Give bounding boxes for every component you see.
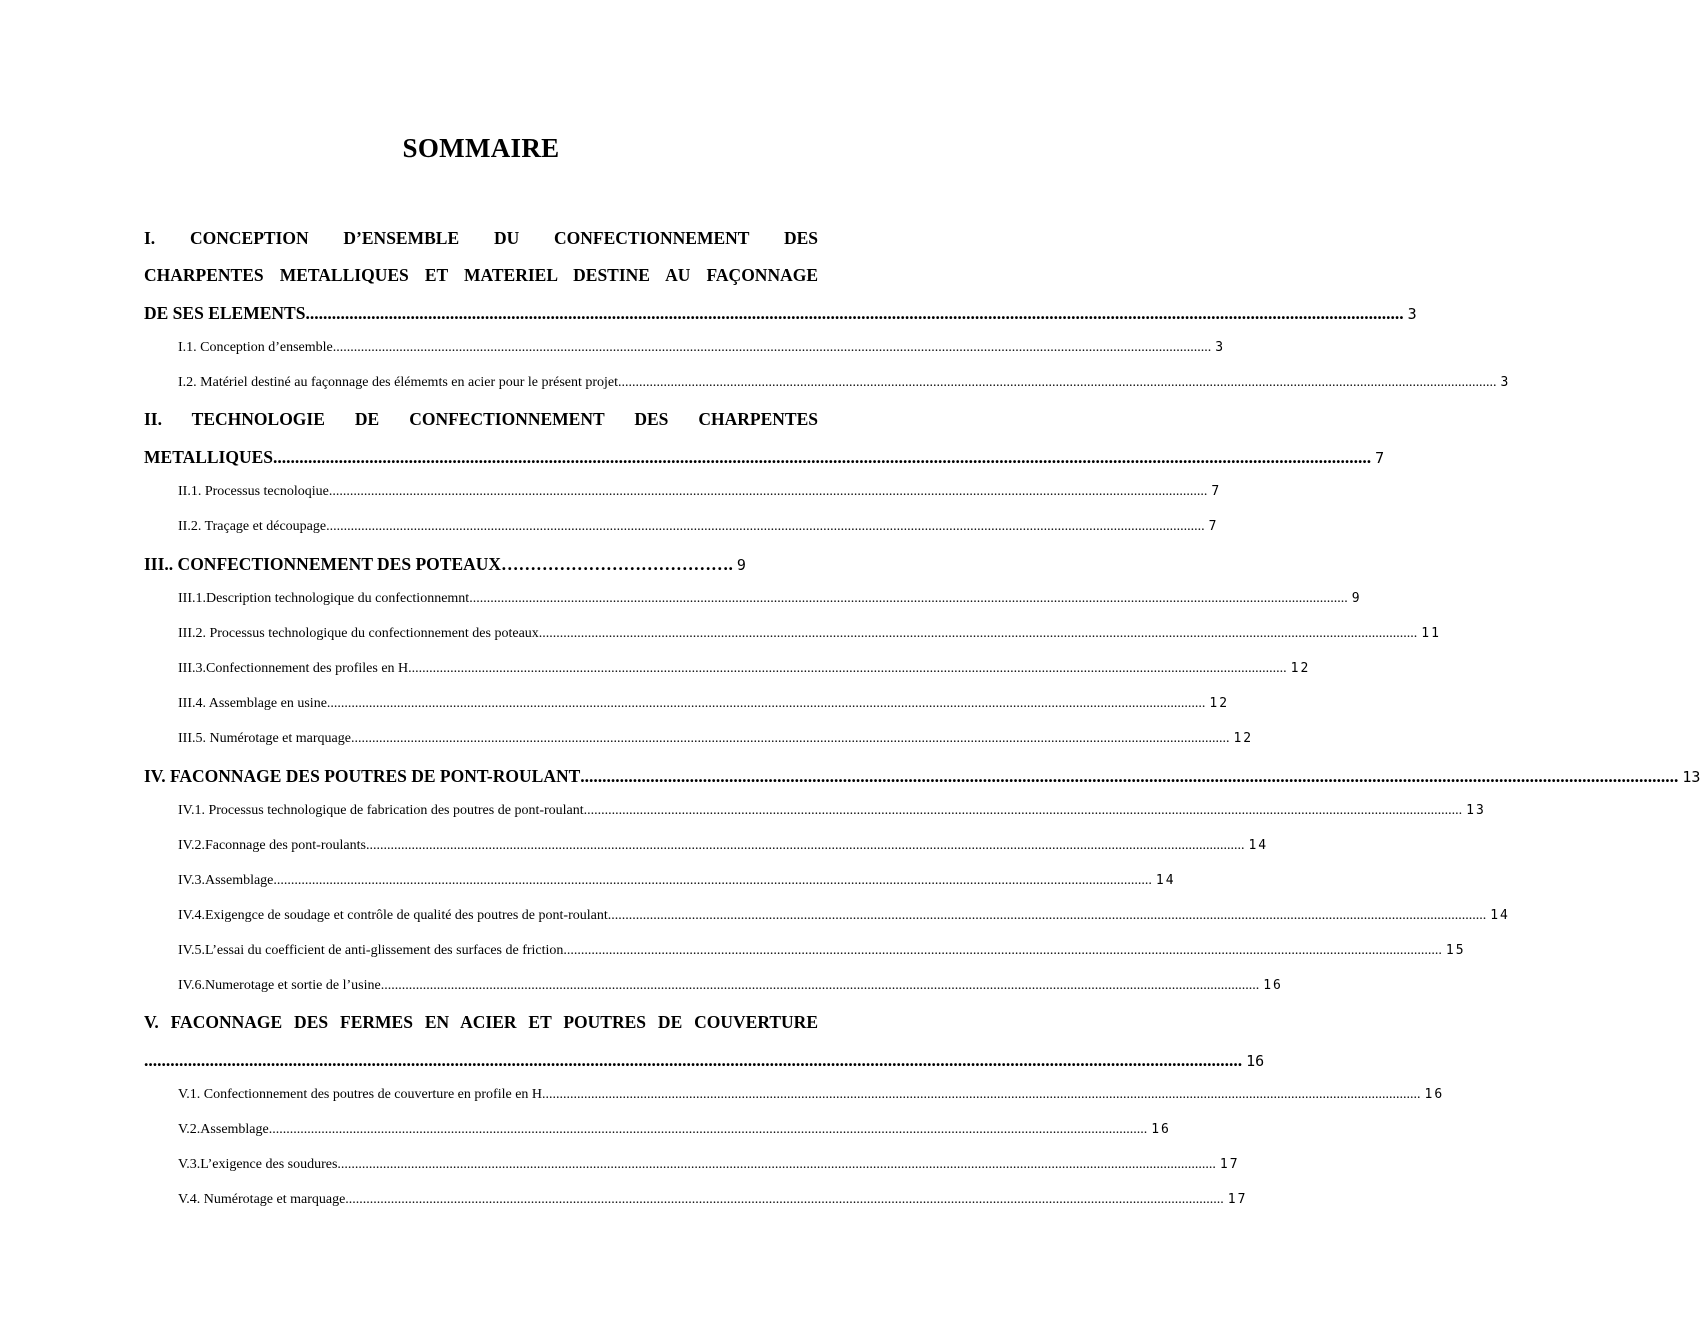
- page-number: 12: [1290, 661, 1311, 676]
- toc-section-1-line2[interactable]: CHARPENTES METALLIQUES ET MATERIEL DESTINE AU FAÇONNAGE: [144, 265, 818, 285]
- toc-item-3-1[interactable]: [178, 591, 1362, 613]
- page-number: 16: [1151, 1122, 1171, 1137]
- leader-dots: ...........................................................................................................................................................................................................................................................: [345, 1192, 1224, 1207]
- toc-item-2-1[interactable]: [178, 484, 1222, 506]
- page-number: 17: [1227, 1192, 1248, 1207]
- toc-section-5-line2[interactable]: [144, 1050, 1265, 1072]
- page-number: 7: [1375, 449, 1385, 467]
- page-number: 13: [1682, 768, 1700, 786]
- toc-item-label: IV.2.Faconnage des pont-roulants: [178, 838, 366, 853]
- toc-item-1-1[interactable]: [178, 340, 1226, 362]
- toc-item-label: IV.3.Assemblage: [178, 873, 274, 888]
- toc-item-4-2[interactable]: [178, 838, 1269, 860]
- toc-item-3-4[interactable]: [178, 696, 1230, 718]
- page-number: 14: [1490, 908, 1510, 923]
- toc-item-label: III.1.Description technologique du confectionnemnt: [178, 591, 470, 606]
- page-number: 3: [1215, 340, 1226, 355]
- toc-section-3-title: III.. CONFECTIONNEMENT DES POTEAUX: [144, 554, 502, 574]
- toc-item-label: III.3.Confectionnement des profiles en H: [178, 661, 409, 676]
- leader-dots: ...........................................................................................................................................................................................................................................................: [583, 803, 1463, 818]
- toc-item-2-2[interactable]: [178, 519, 1219, 541]
- leader-ellipsis: ………………………………….: [501, 554, 733, 574]
- toc-item-label: II.1. Processus tecnoloqiue: [178, 484, 329, 499]
- toc-section-2-line2[interactable]: [144, 447, 1385, 469]
- toc-item-5-4[interactable]: [178, 1192, 1248, 1214]
- leader-dots: ...........................................................................................................................................................................................................................................................: [144, 1050, 1243, 1070]
- page-number: 12: [1233, 731, 1254, 746]
- page-number: 12: [1209, 696, 1230, 711]
- toc-item-label: IV.6.Numerotage et sortie de l’usine: [178, 978, 381, 993]
- toc-item-label: I.2. Matériel destiné au façonnage des élémemts en acier pour le présent projet: [178, 375, 619, 390]
- toc-item-label: III.4. Assemblage en usine: [178, 696, 327, 711]
- leader-dots: ...........................................................................................................................................................................................................................................................: [326, 519, 1205, 534]
- toc-section-4-title: IV. FACONNAGE DES POUTRES DE PONT-ROULANT: [144, 766, 581, 786]
- toc-item-5-3[interactable]: [178, 1157, 1240, 1179]
- toc-item-label: III.2. Processus technologique du confectionnement des poteaux: [178, 626, 539, 641]
- leader-dots: ...........................................................................................................................................................................................................................................................: [469, 591, 1348, 606]
- toc-item-label: IV.5.L’essai du coefficient de anti-glissement des surfaces de friction: [178, 943, 564, 958]
- leader-dots: ...........................................................................................................................................................................................................................................................: [408, 661, 1287, 676]
- toc-item-label: V.1. Confectionnement des poutres de couverture en profile en H: [178, 1087, 543, 1102]
- toc-item-label: III.5. Numérotage et marquage: [178, 731, 351, 746]
- toc-item-3-3[interactable]: [178, 661, 1311, 683]
- page-number: 11: [1421, 626, 1441, 641]
- leader-dots: ...........................................................................................................................................................................................................................................................: [607, 908, 1487, 923]
- page-number: 14: [1248, 838, 1269, 853]
- toc-section-1-line3[interactable]: [144, 303, 1417, 325]
- toc-section-2-title-end: METALLIQUES: [144, 447, 274, 467]
- leader-dots: ...........................................................................................................................................................................................................................................................: [332, 340, 1212, 355]
- page-number: 9: [1351, 591, 1362, 606]
- leader-dots: ...........................................................................................................................................................................................................................................................: [538, 626, 1418, 641]
- page-number: 13: [1466, 803, 1486, 818]
- toc-section-1-line1[interactable]: I. CONCEPTION D’ENSEMBLE DU CONFECTIONNEMENT DES: [144, 228, 818, 248]
- toc-item-4-5[interactable]: [178, 943, 1466, 965]
- leader-dots: ...........................................................................................................................................................................................................................................................: [380, 978, 1260, 993]
- page-number: 7: [1211, 484, 1222, 499]
- page-number: 14: [1155, 873, 1176, 888]
- page-number: 15: [1445, 943, 1466, 958]
- toc-item-5-2[interactable]: [178, 1122, 1171, 1144]
- toc-section-4[interactable]: [144, 766, 1700, 788]
- leader-dots: ...........................................................................................................................................................................................................................................................: [268, 1122, 1148, 1137]
- toc-item-label: V.2.Assemblage: [178, 1122, 269, 1137]
- page-number: 9: [736, 556, 746, 574]
- toc-item-label: I.1. Conception d’ensemble: [178, 340, 333, 355]
- toc-item-4-4[interactable]: [178, 908, 1510, 930]
- leader-dots: ...........................................................................................................................................................................................................................................................: [563, 943, 1442, 958]
- page-number: 16: [1424, 1087, 1445, 1102]
- toc-item-3-2[interactable]: [178, 626, 1441, 648]
- leader-dots: ...........................................................................................................................................................................................................................................................: [273, 873, 1152, 888]
- toc-item-3-5[interactable]: [178, 731, 1254, 753]
- leader-dots: ...........................................................................................................................................................................................................................................................: [337, 1157, 1216, 1172]
- toc-item-label: V.3.L’exigence des soudures: [178, 1157, 338, 1172]
- toc-item-4-1[interactable]: [178, 803, 1486, 825]
- toc-section-5-line1[interactable]: V. FACONNAGE DES FERMES EN ACIER ET POUTRES DE COUVERTURE: [144, 1012, 818, 1032]
- toc-section-3[interactable]: [144, 554, 802, 576]
- toc-item-label: II.2. Traçage et découpage: [178, 519, 327, 534]
- toc-item-5-1[interactable]: [178, 1087, 1445, 1109]
- toc-item-1-2[interactable]: [178, 375, 1511, 397]
- page-number: 7: [1208, 519, 1219, 534]
- leader-dots: ...........................................................................................................................................................................................................................................................: [326, 696, 1206, 711]
- leader-dots: ...........................................................................................................................................................................................................................................................: [365, 838, 1245, 853]
- leader-dots: ...........................................................................................................................................................................................................................................................: [273, 447, 1372, 467]
- toc-item-4-3[interactable]: [178, 873, 1176, 895]
- page-number: 16: [1263, 978, 1283, 993]
- toc-item-4-6[interactable]: [178, 978, 1283, 1000]
- page-title: SOMMAIRE: [402, 133, 560, 163]
- page-number: 3: [1500, 375, 1511, 390]
- leader-dots: ...........................................................................................................................................................................................................................................................: [350, 731, 1230, 746]
- toc-section-2-line1[interactable]: II. TECHNOLOGIE DE CONFECTIONNEMENT DES CHARPENTES: [144, 409, 818, 429]
- leader-dots: ...........................................................................................................................................................................................................................................................: [618, 375, 1497, 390]
- leader-dots: ...........................................................................................................................................................................................................................................................: [305, 303, 1404, 323]
- page-number: 3: [1407, 305, 1417, 323]
- toc-item-label: IV.1. Processus technologique de fabrication des poutres de pont-roulant: [178, 803, 584, 818]
- toc-section-1-title-end: DE SES ELEMENTS: [144, 303, 306, 323]
- toc-item-label: V.4. Numérotage et marquage: [178, 1192, 346, 1207]
- toc-item-label: IV.4.Exigengce de soudage et contrôle de qualité des poutres de pont-roulant: [178, 908, 608, 923]
- leader-dots: ...........................................................................................................................................................................................................................................................: [542, 1087, 1421, 1102]
- page-number: 16: [1246, 1052, 1265, 1070]
- page-number: 17: [1219, 1157, 1240, 1172]
- leader-dots: ...........................................................................................................................................................................................................................................................: [580, 766, 1679, 786]
- leader-dots: ...........................................................................................................................................................................................................................................................: [328, 484, 1208, 499]
